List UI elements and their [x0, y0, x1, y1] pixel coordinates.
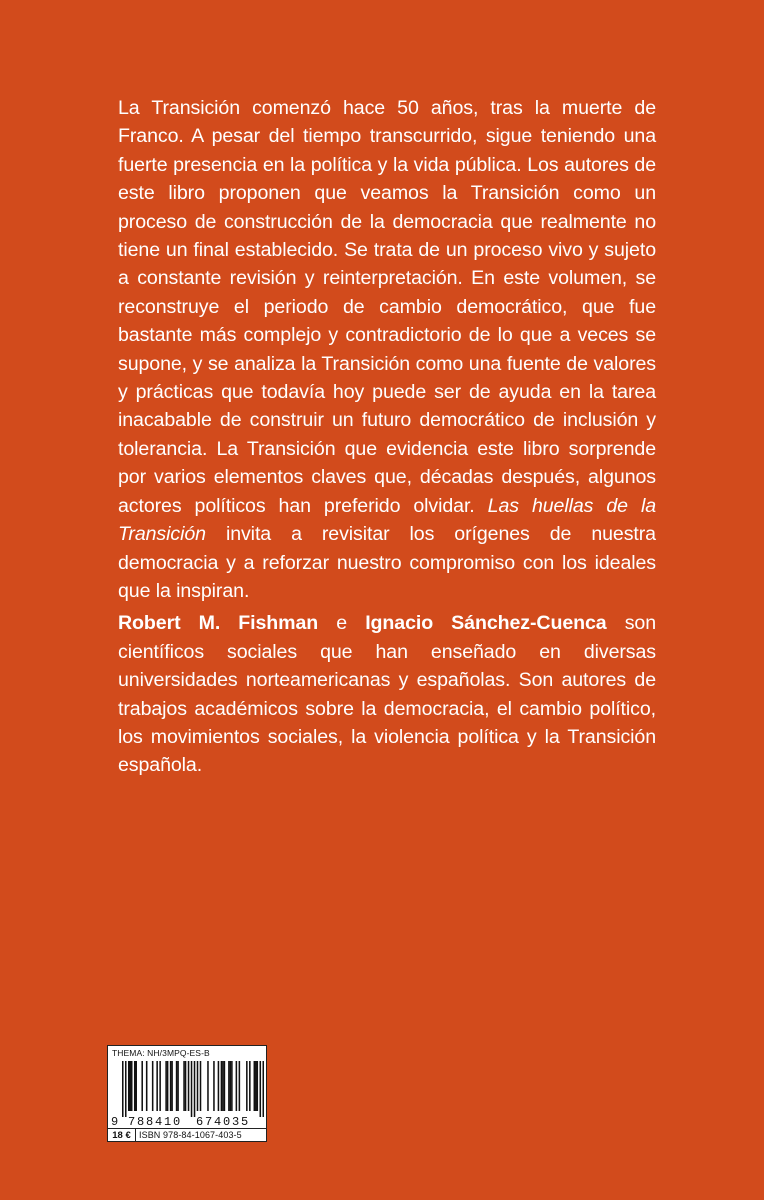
barcode-bar: [134, 1061, 136, 1111]
authors-conjunction: e: [336, 612, 348, 635]
barcode-bar: [254, 1061, 256, 1111]
barcode-bar: [239, 1061, 241, 1111]
barcode-bar: [246, 1061, 248, 1111]
barcode-bar: [213, 1061, 215, 1111]
barcode-bar: [197, 1061, 199, 1111]
barcode-bar: [141, 1061, 143, 1111]
barcode-bar: [249, 1061, 251, 1111]
barcode-bar: [224, 1061, 226, 1111]
barcode-digits: [108, 1115, 266, 1129]
barcode-bar: [207, 1061, 209, 1111]
barcode-bar: [228, 1061, 230, 1111]
barcode-bar: [236, 1061, 238, 1111]
barcode-graphic: [122, 1061, 264, 1117]
authors-bio-text: son científicos sociales que han enseñado en diversas universidades norteamericanas y españolas. Son autores de trabajos académicos sobre la democracia, el cambio político, los movimientos sociales, la violencia política y la Transición española.: [118, 612, 656, 777]
back-cover-text: [118, 94, 656, 780]
barcode-bar: [221, 1061, 223, 1111]
barcode-bar: [165, 1061, 167, 1111]
authors-paragraph: [118, 609, 656, 779]
barcode-bar: [230, 1061, 232, 1111]
barcode-bar: [255, 1061, 257, 1111]
price: 18 €: [108, 1129, 136, 1142]
barcode-bar: [191, 1061, 193, 1117]
barcode-bar: [167, 1061, 169, 1111]
barcode-bar: [188, 1061, 190, 1111]
barcode-bar: [263, 1061, 264, 1117]
barcode-bar: [218, 1061, 220, 1111]
synopsis-text: La Transición comenzó hace 50 años, tras la muerte de Franco. A pesar del tiempo transcurrido, sigue teniendo una fuerte presencia en la política y la vida pública. Los autores de este libro proponen que veamos la Transición como un proceso de construcción de la democracia que realmente no tiene un final establecido. Se trata de un proceso vivo y sujeto a constante revisión y reinterpretación. En este volumen, se reconstruye el periodo de cambio democrático, que fue bastante más complejo y contradictorio de lo que a veces se supone, y se analiza la Transición como una fuente de valores y prácticas que todavía hoy puede ser de ayuda en la tarea inacabable de construir un futuro democrático de inclusión y tolerancia. La Transición que evidencia este libro sorprende por varios elementos claves que, décadas después, algunos actores políticos han preferido olvidar.: [118, 97, 656, 517]
barcode-bar: [122, 1061, 124, 1117]
barcode-bars: [122, 1061, 264, 1117]
synopsis-paragraph: [118, 94, 656, 605]
barcode-bar: [146, 1061, 148, 1111]
barcode-bar: [183, 1061, 185, 1111]
barcode-bar: [185, 1061, 187, 1111]
barcode-digits-right: 674035: [196, 1115, 251, 1129]
synopsis-text-end: invita a revisitar los orígenes de nuestra democracia y a reforzar nuestro compromiso con los ideales que la inspiran.: [118, 523, 656, 602]
barcode-digit-first: 9: [111, 1115, 119, 1129]
barcode-bar: [260, 1061, 262, 1117]
barcode-bar: [176, 1061, 178, 1111]
thema-code: THEMA: NH/3MPQ-ES-B: [112, 1048, 210, 1058]
barcode-bar: [194, 1061, 196, 1117]
barcode-bar: [170, 1061, 172, 1111]
barcode-bar: [222, 1061, 224, 1111]
price-isbn-row: [108, 1128, 266, 1143]
barcode-bar: [231, 1061, 233, 1111]
book-title: Las huellas de la Transición: [118, 494, 657, 546]
barcode-label: [107, 1045, 267, 1142]
author-name-1: Robert M. Fishman: [118, 612, 319, 635]
barcode-bar: [129, 1061, 131, 1111]
barcode-digits-left: 788410: [128, 1115, 183, 1129]
barcode-bar: [131, 1061, 133, 1111]
barcode-bar: [159, 1061, 161, 1111]
barcode-bar: [152, 1061, 154, 1111]
barcode-bar: [135, 1061, 137, 1111]
isbn: ISBN 978-84-1067-403-5: [139, 1130, 242, 1140]
barcode-bar: [156, 1061, 158, 1111]
author-name-2: Ignacio Sánchez-Cuenca: [365, 612, 607, 635]
barcode-bar: [125, 1061, 127, 1117]
barcode-bar: [177, 1061, 179, 1111]
barcode-bar: [128, 1061, 130, 1111]
barcode-bar: [257, 1061, 259, 1111]
barcode-bar: [171, 1061, 173, 1111]
barcode-bar: [200, 1061, 202, 1111]
